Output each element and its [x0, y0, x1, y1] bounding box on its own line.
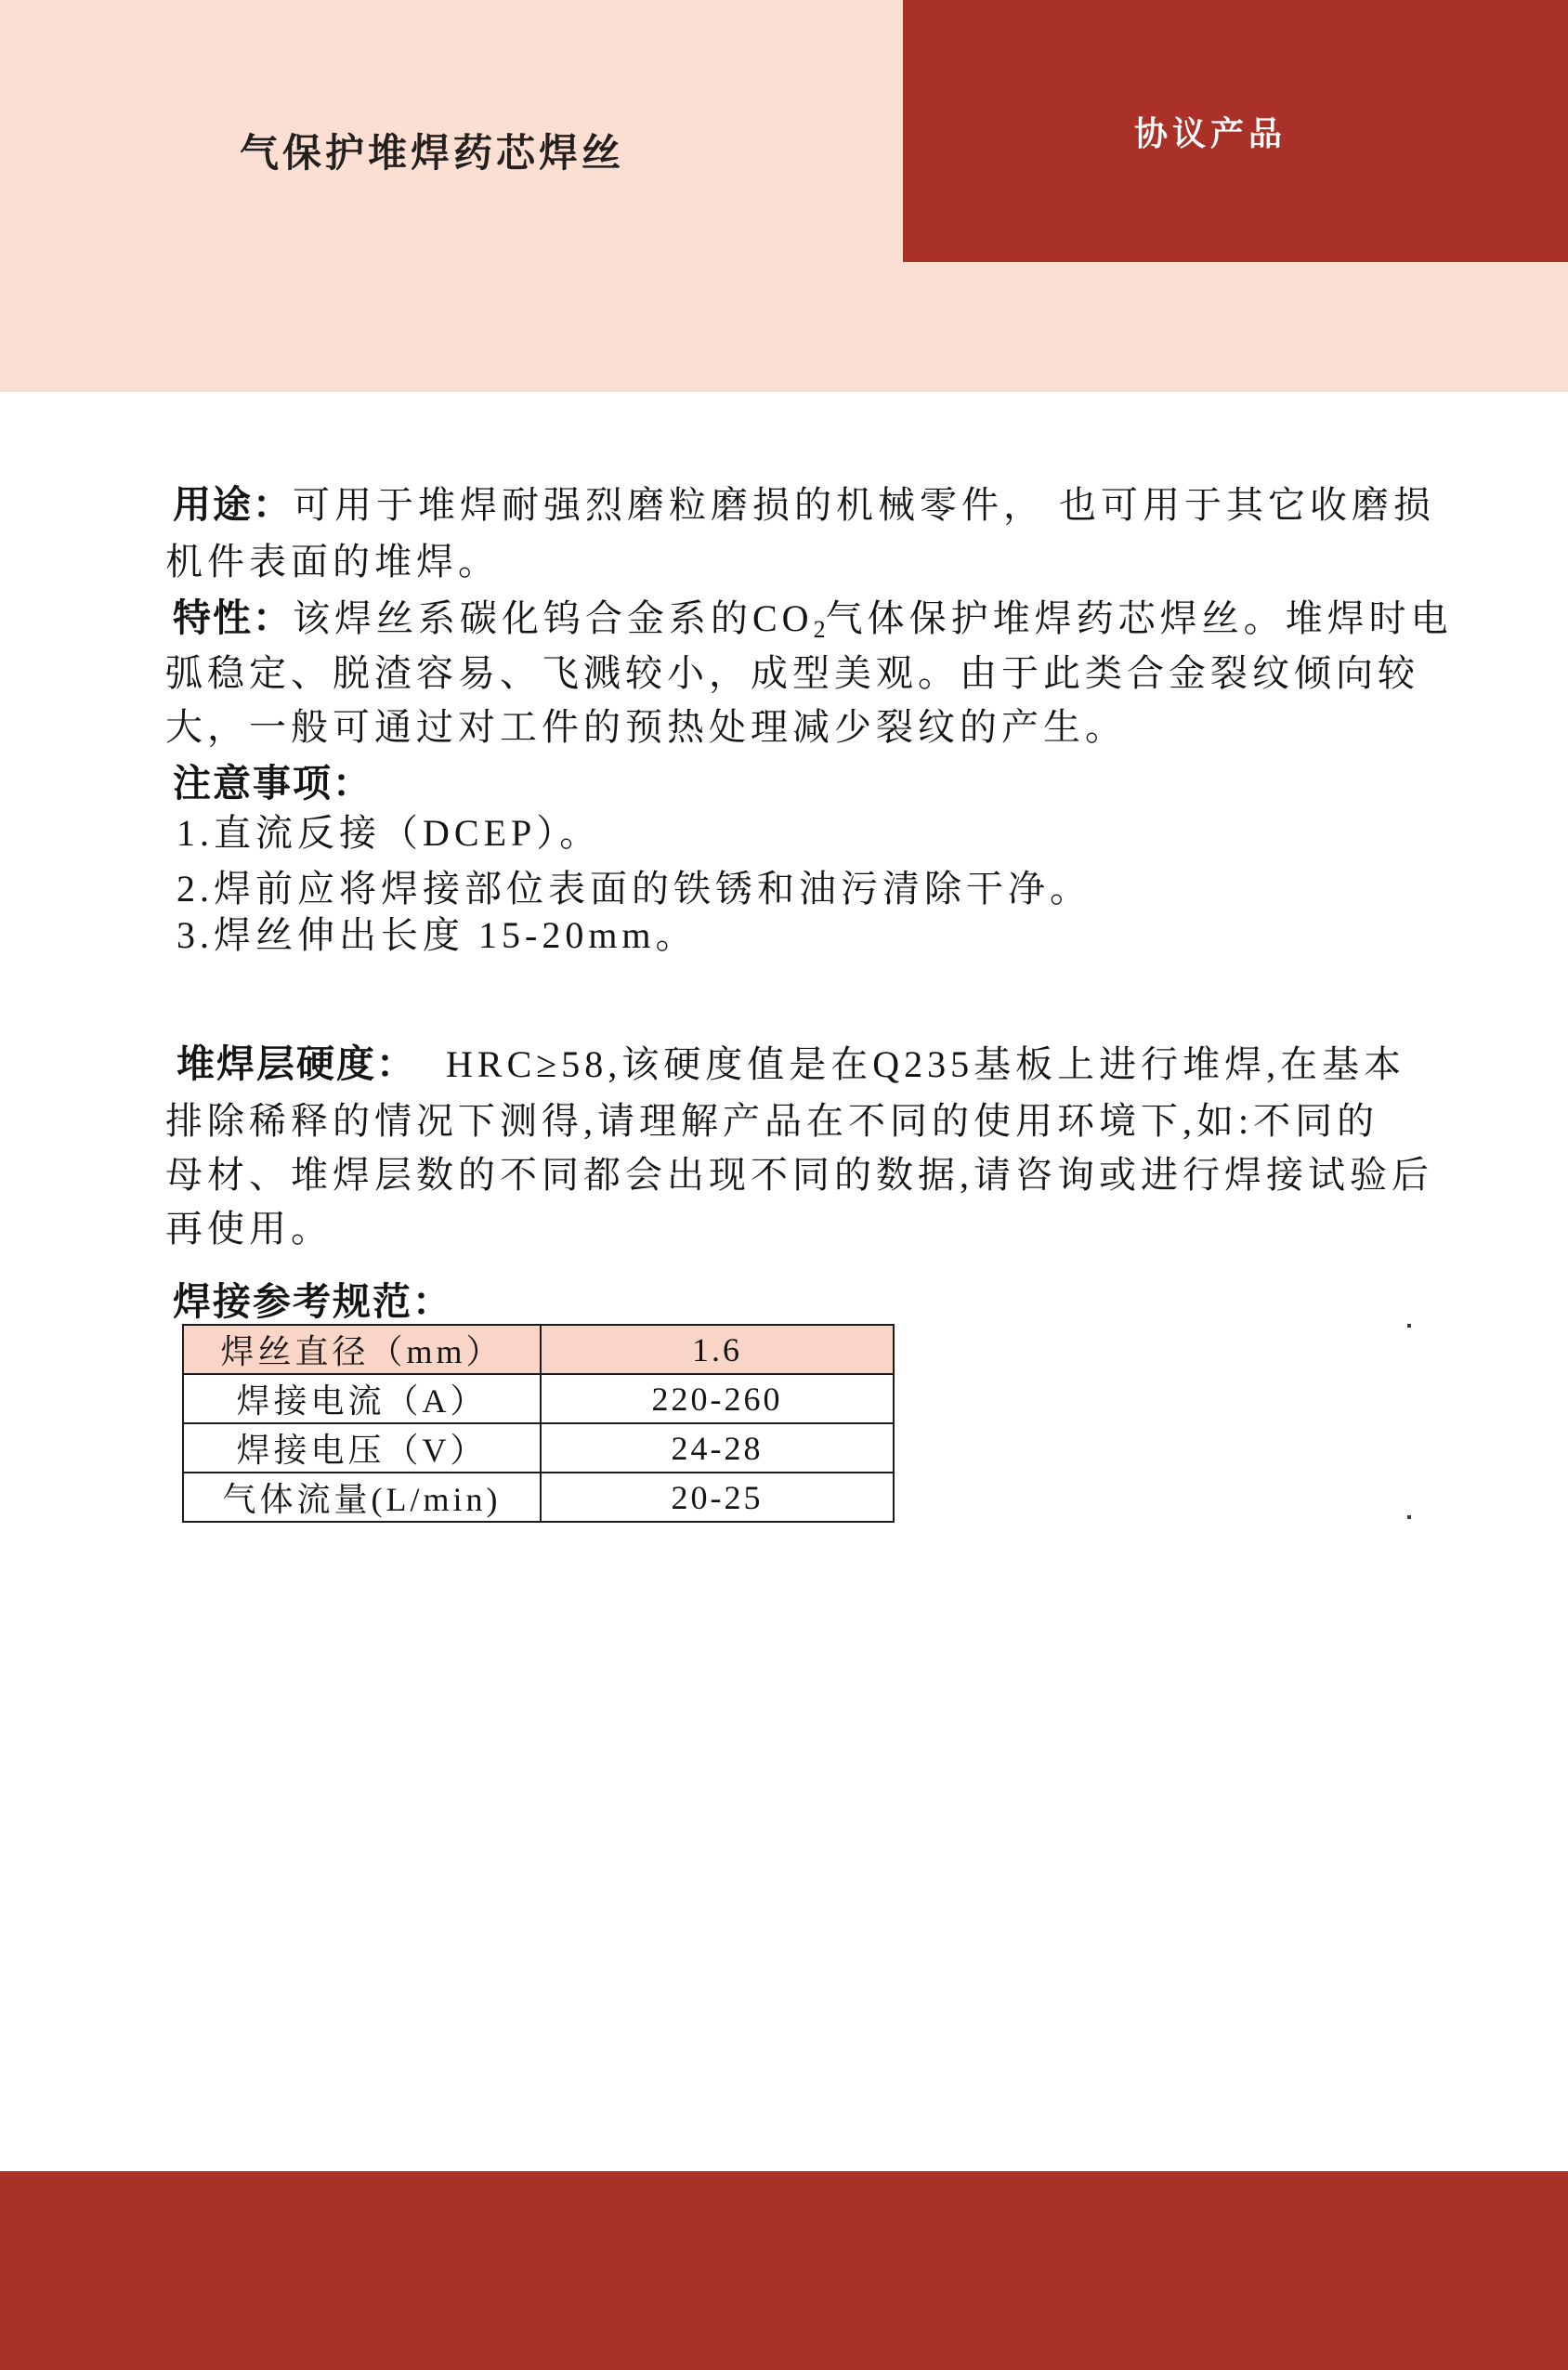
spec-param: 气体流量(L/min) — [183, 1473, 541, 1522]
spec-value: 1.6 — [541, 1325, 894, 1374]
note-item-3: 3.焊丝伸出长度 15-20mm。 — [176, 914, 698, 956]
weld-spec-table — [182, 1324, 895, 1523]
usage-line-1: 用途：可用于堆焊耐强烈磨粒磨损的机械零件， 也可用于其它收磨损 — [173, 483, 1435, 526]
weld-spec-heading: 焊接参考规范： — [173, 1280, 452, 1323]
co2-subscript: 2 — [813, 616, 826, 643]
agreement-product-badge — [903, 0, 1568, 262]
note-item-2: 2.焊前应将焊接部位表面的铁锈和油污清除干净。 — [176, 868, 1091, 910]
page-title: 气保护堆焊药芯焊丝 — [240, 131, 625, 175]
spec-value: 220-260 — [541, 1374, 894, 1423]
stray-mark — [1407, 1515, 1411, 1519]
spec-value: 24-28 — [541, 1423, 894, 1473]
hardness-line-2: 排除稀释的情况下测得,请理解产品在不同的使用环境下,如:不同的 — [165, 1100, 1379, 1142]
spec-value: 20-25 — [541, 1473, 894, 1522]
hardness-line-1: 堆焊层硬度： HRC≥58,该硬度值是在Q235基板上进行堆焊,在基本 — [176, 1042, 1406, 1085]
usage-line-2: 机件表面的堆焊。 — [165, 541, 500, 583]
spec-param: 焊接电流（A） — [183, 1374, 541, 1423]
hardness-line-4: 再使用。 — [165, 1208, 333, 1250]
spec-param: 焊接电压（V） — [183, 1423, 541, 1473]
features-line-3: 大，一般可通过对工件的预热处理减少裂纹的产生。 — [165, 706, 1127, 748]
badge-label: 协议产品 — [1133, 113, 1287, 152]
features-line-1: 特性：该焊丝系碳化钨合金系的CO2气体保护堆焊药芯焊丝。堆焊时电 — [173, 596, 1453, 643]
spec-param: 焊丝直径（mm） — [183, 1325, 541, 1374]
hardness-label: 堆焊层硬度： — [176, 1042, 416, 1085]
table-row — [183, 1374, 894, 1423]
features-line-2: 弧稳定、脱渣容易、飞溅较小，成型美观。由于此类合金裂纹倾向较 — [165, 652, 1419, 694]
table-row — [183, 1473, 894, 1522]
notes-heading: 注意事项： — [173, 762, 372, 805]
features-label: 特性： — [173, 596, 293, 639]
footer-band — [0, 2171, 1568, 2370]
table-row — [183, 1423, 894, 1473]
table-row — [183, 1325, 894, 1374]
header-band — [0, 0, 1568, 392]
stray-mark — [1407, 1324, 1411, 1328]
hardness-line-3: 母材、堆焊层数的不同都会出现不同的数据,请咨询或进行焊接试验后 — [165, 1154, 1433, 1196]
usage-label: 用途： — [173, 483, 293, 526]
note-item-1: 1.直流反接（DCEP）。 — [176, 812, 602, 854]
